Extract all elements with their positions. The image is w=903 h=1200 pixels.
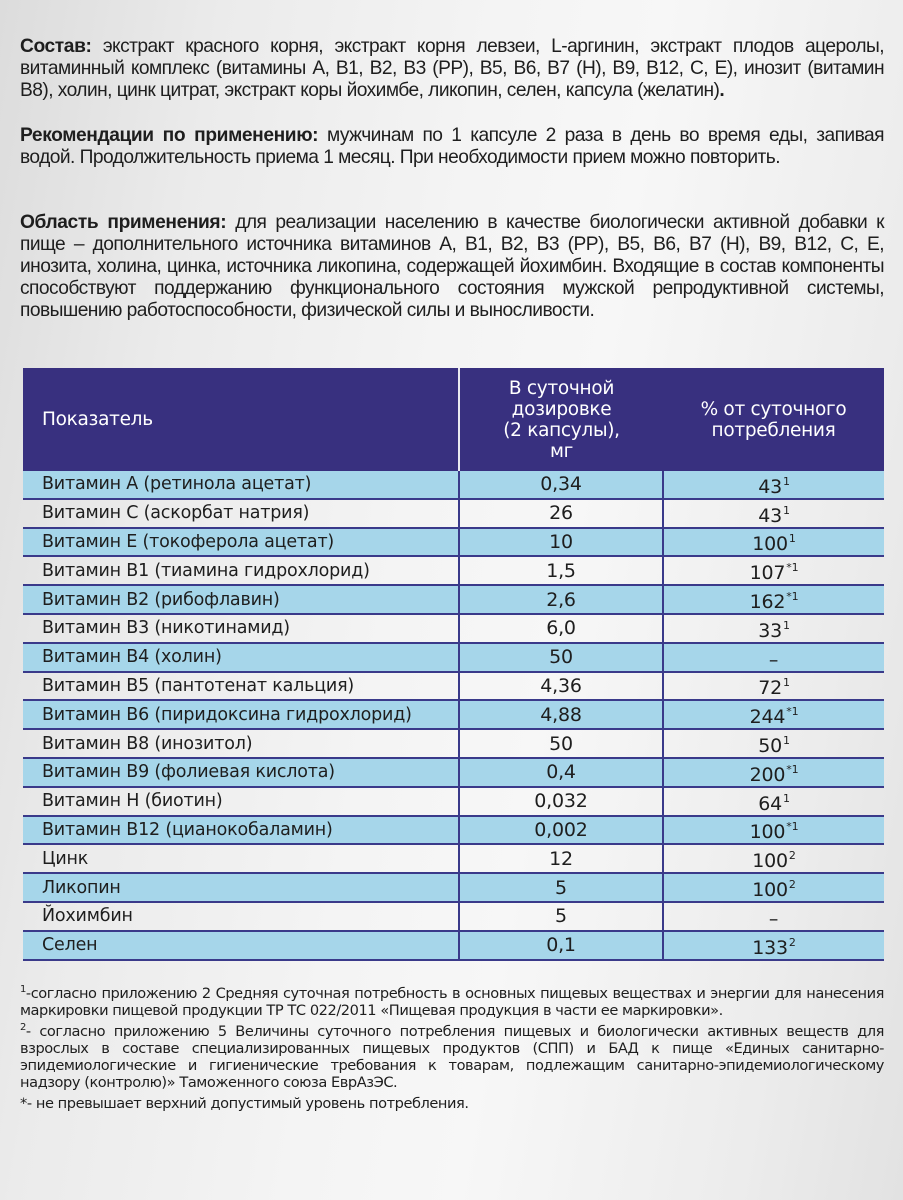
nutrient-name: Витамин В3 (никотинамид)	[23, 614, 459, 643]
daily-dose: 6,0	[459, 614, 663, 643]
table-row	[23, 729, 884, 758]
nutrient-name: Цинк	[23, 844, 459, 873]
header-percent-line: % от суточного	[700, 398, 847, 420]
percent-value: 50	[758, 735, 782, 758]
nutrient-name: Витамин В1 (тиамина гидрохлорид)	[23, 556, 459, 585]
header-dose-line: (2 капсулы),	[503, 419, 620, 441]
footnote-mark: 1	[782, 474, 790, 488]
table-row	[23, 787, 884, 816]
daily-percent	[663, 528, 884, 557]
table-row	[23, 758, 884, 787]
footnote-mark: 2	[788, 849, 796, 863]
footnote-mark: 2	[20, 1022, 26, 1033]
daily-dose: 5	[459, 902, 663, 931]
header-percent	[663, 368, 884, 471]
footnote-text: -согласно приложению 2 Средняя суточная потребность в основных пищевых веществах и энергии для нанесения маркировки пищевой продукции ТР ТС 022/2011 «Пищевая продукция в части ее маркировки».	[20, 985, 884, 1019]
nutrient-name: Витамин В12 (цианокобаламин)	[23, 816, 459, 845]
daily-percent	[663, 873, 884, 902]
percent-value: 64	[758, 792, 782, 815]
table-row	[23, 528, 884, 557]
table-row	[23, 672, 884, 701]
nutrient-name: Йохимбин	[23, 902, 459, 931]
daily-percent	[663, 499, 884, 528]
nutrient-name: Витамин В4 (холин)	[23, 643, 459, 672]
footnote-mark: 1	[782, 734, 790, 748]
percent-value: 100	[752, 850, 788, 873]
nutrient-name: Витамин А (ретинола ацетат)	[23, 471, 459, 499]
composition-paragraph	[20, 36, 884, 102]
footnote-text: - согласно приложению 5 Величины суточного потребления пищевых и биологически активных веществ для взрослых в составе специализированных пищевых продуктов (СПП) и БАД к пище «Единых санитарно-эпидемиологические и гигиенические требования к товарам, подлежащим санитарно-эпидемиологическому надзору (контролю)» Таможенного союза ЕврАзЭС.	[20, 1023, 884, 1091]
daily-dose: 0,34	[459, 471, 663, 499]
nutrient-table	[23, 368, 884, 961]
daily-percent	[663, 844, 884, 873]
daily-percent	[663, 816, 884, 845]
percent-value: –	[768, 907, 779, 930]
table-body	[23, 471, 884, 960]
footnote	[20, 1091, 884, 1112]
percent-value: 43	[758, 475, 782, 498]
footnote	[20, 981, 884, 1019]
area-label: Область применения:	[20, 212, 227, 233]
application-area-paragraph	[20, 212, 884, 322]
nutrient-name: Витамин Е (токоферола ацетат)	[23, 528, 459, 557]
footnote-mark: 2	[788, 878, 796, 892]
table-row	[23, 556, 884, 585]
daily-percent	[663, 614, 884, 643]
table-row	[23, 873, 884, 902]
header-dose-line: В суточной	[508, 377, 615, 399]
composition-label: Состав:	[20, 36, 92, 57]
percent-value: 107	[749, 562, 786, 585]
header-dose-line: мг	[549, 440, 574, 462]
percent-value: 33	[758, 619, 782, 642]
footnote-mark: 1	[788, 532, 796, 546]
nutrient-name: Ликопин	[23, 873, 459, 902]
table-row	[23, 844, 884, 873]
usage-label: Рекомендации по применению:	[20, 125, 319, 146]
daily-dose: 10	[459, 528, 663, 557]
table-row	[23, 700, 884, 729]
table-row	[23, 643, 884, 672]
footnote-mark: 1	[782, 618, 790, 632]
area-text: для реализации населению в качестве биологически активной добавки к пище – дополнительного источника витаминов А, В1, В2, В3 (РР), В5, В6, В7 (Н), В9, В12, С, Е, инозита, холина, цинка, источника ликопина, содержащей йохимбин. Входящие в состав компоненты способствуют поддержанию функционального состояния мужской репродуктивной системы, повышению работоспособности, физической силы и выносливости.	[20, 212, 884, 321]
daily-dose: 1,5	[459, 556, 663, 585]
percent-value: 200	[749, 763, 786, 786]
daily-dose: 26	[459, 499, 663, 528]
daily-dose: 4,88	[459, 700, 663, 729]
daily-percent	[663, 758, 884, 787]
daily-dose: 2,6	[459, 585, 663, 614]
table-row	[23, 816, 884, 845]
percent-value: –	[768, 648, 779, 671]
header-percent-line: потребления	[711, 419, 836, 441]
table-row	[23, 499, 884, 528]
daily-percent	[663, 787, 884, 816]
footnotes	[20, 981, 884, 1112]
table-header-row	[23, 368, 884, 471]
footnote-mark: 2	[788, 935, 796, 949]
footnote-mark: *1	[786, 590, 799, 604]
header-indicator: Показатель	[23, 368, 459, 471]
nutrient-name: Витамин С (аскорбат натрия)	[23, 499, 459, 528]
daily-percent	[663, 700, 884, 729]
footnote-mark: *1	[786, 561, 799, 575]
daily-dose: 0,002	[459, 816, 663, 845]
daily-dose: 5	[459, 873, 663, 902]
percent-value: 100	[752, 879, 788, 902]
header-dose-line: дозировке	[511, 398, 612, 420]
table-row	[23, 614, 884, 643]
footnote-mark: 1	[20, 984, 26, 995]
daily-dose: 12	[459, 844, 663, 873]
percent-value: 100	[749, 821, 786, 844]
percent-value: 72	[758, 677, 782, 700]
nutrient-name: Витамин В8 (инозитол)	[23, 729, 459, 758]
daily-dose: 50	[459, 643, 663, 672]
daily-percent	[663, 585, 884, 614]
percent-value: 133	[752, 936, 788, 959]
daily-dose: 50	[459, 729, 663, 758]
percent-value: 43	[758, 504, 782, 527]
table-row	[23, 902, 884, 931]
daily-dose: 0,1	[459, 931, 663, 960]
daily-percent	[663, 471, 884, 499]
percent-value: 100	[752, 533, 788, 556]
footnote-text: *- не превышает верхний допустимый уровень потребления.	[20, 1095, 469, 1112]
composition-end: .	[719, 80, 725, 101]
footnote-mark: 1	[782, 503, 790, 517]
table-row	[23, 585, 884, 614]
header-daily-dose	[459, 368, 663, 471]
footnote-mark: 1	[782, 791, 790, 805]
nutrient-name: Витамин Н (биотин)	[23, 787, 459, 816]
daily-dose: 4,36	[459, 672, 663, 701]
nutrient-name: Витамин В9 (фолиевая кислота)	[23, 758, 459, 787]
percent-value: 162	[749, 591, 786, 614]
footnote	[20, 1019, 884, 1091]
daily-percent	[663, 643, 884, 672]
nutrient-name: Витамин В2 (рибофлавин)	[23, 585, 459, 614]
daily-percent	[663, 556, 884, 585]
footnote-mark: *1	[786, 820, 799, 834]
footnote-mark: *1	[786, 762, 799, 776]
footnote-mark: *1	[786, 705, 799, 719]
usage-paragraph	[20, 125, 884, 169]
nutrient-name: Селен	[23, 931, 459, 960]
composition-text: экстракт красного корня, экстракт корня левзеи, L-аргинин, экстракт плодов ацеролы, витаминный комплекс (витамины А, В1, В2, В3 (РР), В5, В6, В7 (Н), В9, В12, С, Е), инозит (витамин В8), холин, цинк цитрат, экстракт коры йохимбе, ликопин, селен, капсула (желатин)	[20, 36, 884, 101]
daily-percent	[663, 729, 884, 758]
daily-dose: 0,4	[459, 758, 663, 787]
nutrient-name: Витамин В5 (пантотенат кальция)	[23, 672, 459, 701]
daily-percent	[663, 672, 884, 701]
daily-percent	[663, 931, 884, 960]
table-row	[23, 471, 884, 499]
daily-percent	[663, 902, 884, 931]
nutrient-name: Витамин В6 (пиридоксина гидрохлорид)	[23, 700, 459, 729]
percent-value: 244	[749, 706, 786, 729]
usage-text: мужчинам по 1 капсуле 2 раза в день во время еды, запивая водой. Продолжительность приема 1 месяц. При необходимости прием можно повторить.	[20, 125, 884, 168]
footnote-mark: 1	[782, 676, 790, 690]
daily-dose: 0,032	[459, 787, 663, 816]
table-row	[23, 931, 884, 960]
